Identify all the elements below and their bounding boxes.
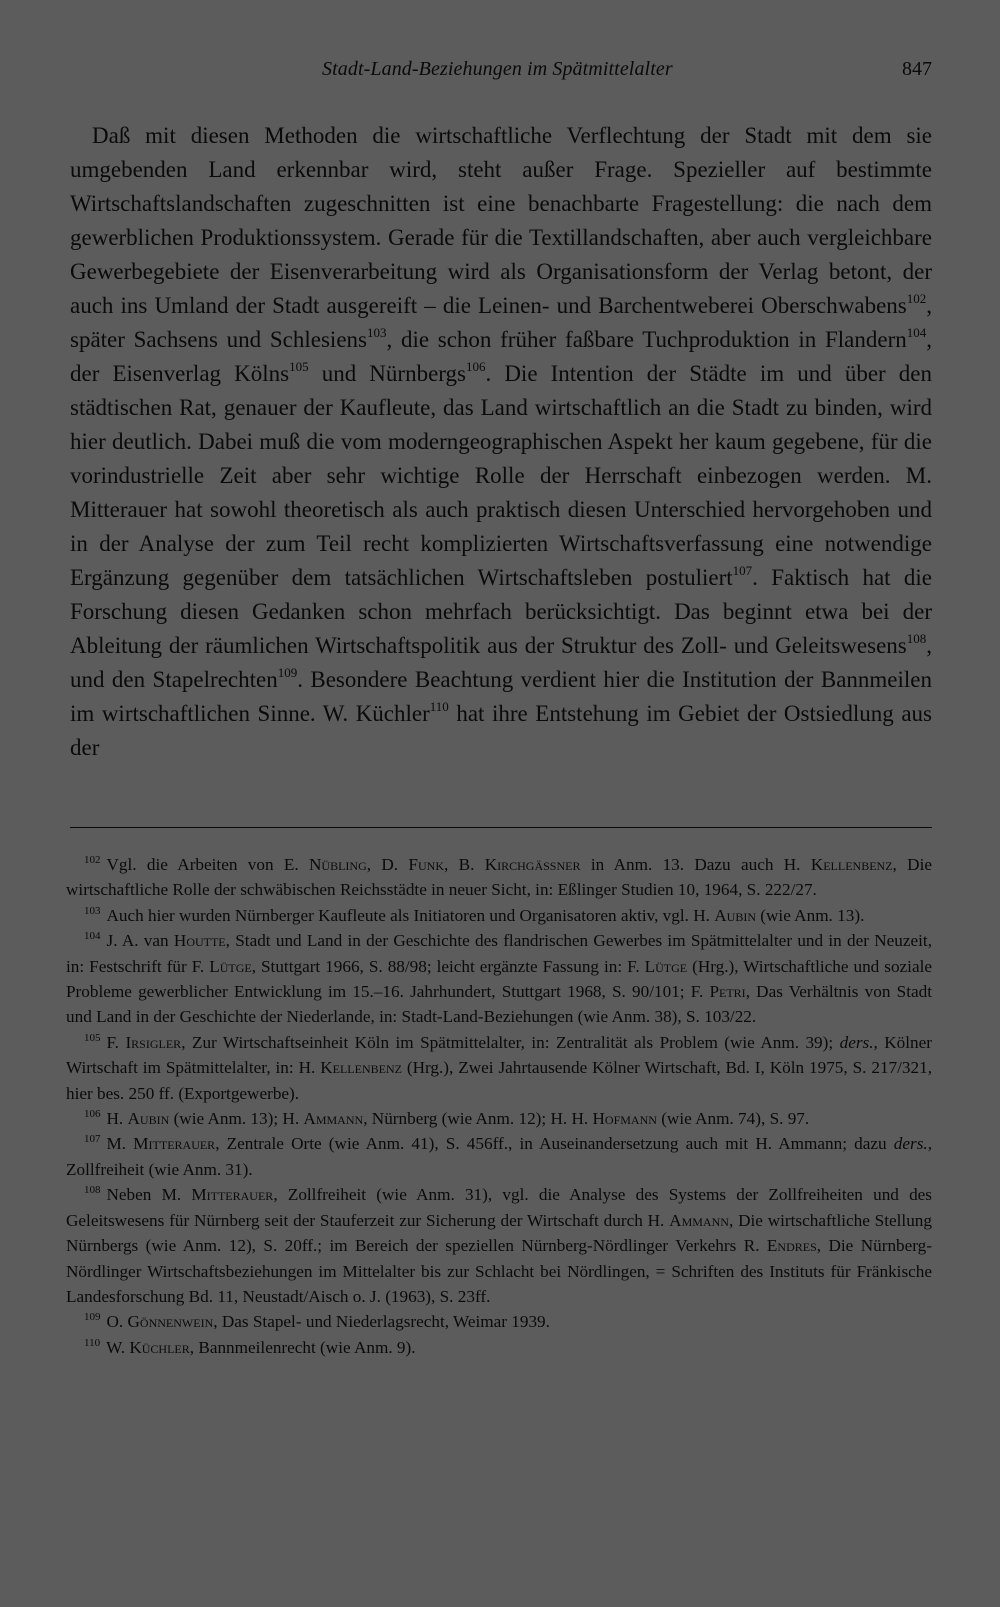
footnote-107 (66, 1131, 932, 1182)
author-name: Houtte (173, 931, 226, 951)
footnote-number: 108 (84, 1184, 101, 1197)
body-paragraph (70, 119, 932, 765)
footnote-ref-108[interactable]: 108 (906, 631, 927, 646)
footnote-text: , Die wirtschaftliche Stellung Nürnbergs (wie Anm. 12), S. 20ff.; im Bereich der speziellen Nürnberg-Nördlinger Verkehrs R. (66, 1210, 932, 1256)
footnote-text: , Die wirtschaftliche Rolle der schwäbischen Reichsstädte in neuer Sicht, in: Eßlinger Studien 10, 1964, S. 222/27. (66, 855, 932, 900)
footnote-text: ders. (893, 1134, 928, 1154)
footnote-text: , Zollfreiheit (wie Anm. 31). (66, 1134, 932, 1179)
footnote-text: , Zur Wirtschaftseinheit Köln im Spätmittelalter, in: Zentralität als Problem (wie Anm. 39); (181, 1032, 840, 1052)
footnote-number: 102 (84, 854, 101, 866)
footnote-number: 109 (84, 1311, 101, 1324)
footnote-ref-103[interactable]: 103 (366, 325, 387, 340)
footnote-ref-109[interactable]: 109 (277, 665, 298, 680)
body-text: . Faktisch hat die Forschung diesen Gedanken schon mehrfach berücksichtigt. Das beginnt etwa bei der Ableitung der räumlichen Wirtschaftspolitik aus der Struktur des Zoll- und Geleitswesens (70, 565, 932, 658)
footnote-text: , Zentrale Orte (wie Anm. 41), S. 456ff., in Auseinandersetzung auch mit H. Ammann; dazu (215, 1134, 894, 1154)
author-name: Funk (408, 855, 444, 874)
author-name: Hofmann (592, 1109, 657, 1129)
footnote-108 (66, 1182, 932, 1309)
footnote-text: , Bannmeilenrecht (wie Anm. 9). (189, 1337, 416, 1357)
footnote-102 (66, 852, 932, 903)
footnote-text: (wie Anm. 13); H. (169, 1109, 304, 1129)
footnote-text: , Nürnberg (wie Anm. 12); H. H. (363, 1109, 593, 1129)
footnote-ref-104[interactable]: 104 (906, 325, 927, 340)
footnote-text: (wie Anm. 13). (756, 905, 865, 925)
author-name: Kellenbenz (810, 855, 893, 874)
footnote-text: (Hrg.), Wirtschaftliche und soziale Probleme gewerblicher Entwicklung im 15.–16. Jahrhundert, Stuttgart 1968, S. 90/101; F. (66, 956, 932, 1002)
body-text: Daß mit diesen Methoden die wirtschaftliche Verflechtung der Stadt mit dem sie umgebenden Land erkennbar wird, steht außer Frage. Spezieller auf bestimmte Wirtschaftslandschaften zugeschnitten ist eine benachbarte Fragestellung: die nach dem gewerblichen Produktionssystem. Gerade für die Textillandschaften, aber auch vergleichbare Gewerbegebiete der Eisenverarbeitung wird als Organisationsform der Verlag betont, der auch ins Umland der Stadt ausgereift – die Leinen- und Barchentweberei Oberschwabens (70, 123, 932, 318)
footnote-text: H. (106, 1109, 128, 1129)
footnote-text: , Das Verhältnis von Stadt und Land in der Geschichte der Niederlande, in: Stadt-Land-Beziehungen (wie Anm. 38), S. 103/22. (66, 982, 932, 1027)
author-name: Ammann (303, 1109, 364, 1129)
footnote-number: 106 (84, 1108, 101, 1121)
footnote-103 (66, 903, 932, 928)
footnote-text: O. (106, 1312, 128, 1332)
page-number: 847 (902, 58, 932, 80)
footnote-text: , Stuttgart 1966, S. 88/98; leicht ergänzte Fassung in: F. (251, 956, 645, 976)
running-head (0, 58, 1000, 88)
footnote-ref-106[interactable]: 106 (465, 359, 486, 374)
footnote-text: (wie Anm. 74), S. 97. (656, 1109, 810, 1129)
footnote-text: J. A. van (106, 931, 174, 951)
author-name: Lütge (644, 956, 688, 976)
author-name: Endres (766, 1236, 817, 1256)
body-text: , der Eisenverlag Kölns (70, 327, 932, 386)
author-name: Kellenbenz (320, 1058, 402, 1078)
footnote-number: 107 (84, 1133, 101, 1146)
body-text: , später Sachsens und Schlesiens (70, 293, 932, 352)
footnote-105 (66, 1030, 932, 1106)
footnote-106 (66, 1106, 932, 1131)
footnote-number: 104 (84, 930, 101, 943)
footnote-text: , Die Nürnberg-Nördlinger Wirtschaftsbeziehungen im Mittelalter bis zur Schlacht bei Nördlingen, = Schriften des Instituts für Fränkische Landesforschung Bd. 11, Neustadt/Aisch o. J. (1963), S. 23ff. (66, 1236, 932, 1306)
footnote-number: 105 (84, 1031, 101, 1044)
body-text: , die schon früher faßbare Tuchproduktion in Flandern (386, 327, 907, 352)
footnote-text: in Anm. 13. Dazu auch H. (580, 855, 811, 874)
author-name: Gönnenwein (127, 1312, 214, 1332)
author-name: Aubin (127, 1109, 170, 1129)
footnote-text: , B. (443, 855, 485, 874)
footnote-text: ders. (839, 1032, 874, 1052)
footnote-text: , Stadt und Land in der Geschichte des flandrischen Gewerbes im Spätmittelalter und in der Neuzeit, in: Festschrift für F. (66, 931, 932, 976)
footnote-text: M. (106, 1134, 134, 1154)
main-text (70, 119, 932, 765)
author-name: Irsigler (125, 1032, 182, 1052)
footnote-ref-105[interactable]: 105 (289, 359, 309, 374)
footnote-text: Auch hier wurden Nürnberger Kaufleute als Initiatoren und Organisatoren aktiv, vgl. H. (106, 905, 715, 925)
footnote-104 (66, 928, 932, 1030)
author-name: Küchler (129, 1337, 190, 1357)
footnote-number: 103 (84, 904, 101, 917)
author-name: Mitterauer (133, 1134, 216, 1154)
footnote-ref-102[interactable]: 102 (906, 291, 927, 306)
footnote-text: Neben M. (106, 1185, 192, 1205)
author-name: Aubin (714, 905, 756, 925)
body-text: . Besondere Beachtung verdient hier die Institution der Bannmeilen im wirtschaftlichen Sinne. W. Küchler (70, 667, 933, 726)
footnote-text: , D. (366, 855, 409, 874)
footnote-ref-107[interactable]: 107 (732, 563, 753, 578)
body-text: und Nürnbergs (308, 361, 466, 386)
footnotes (66, 852, 932, 1360)
footnote-110 (66, 1335, 932, 1360)
author-name: Mitterauer (191, 1185, 274, 1205)
body-text: , und den Stapelrechten (70, 633, 932, 692)
footnote-text: W. (106, 1337, 130, 1357)
footnote-109 (66, 1309, 932, 1334)
footnote-ref-110[interactable]: 110 (429, 699, 449, 714)
author-name: Nübling (309, 855, 367, 874)
running-head-title: Stadt-Land-Beziehungen im Spätmittelalter (322, 58, 673, 80)
footnote-number: 110 (84, 1336, 101, 1349)
footnote-text: F. (106, 1032, 126, 1052)
body-text: hat ihre Entstehung im Gebiet der Ostsiedlung aus der (70, 701, 932, 760)
author-name: Kirchgässner (484, 855, 581, 874)
footnote-text: , Zollfreiheit (wie Anm. 31), vgl. die Analyse des Systems der Zollfreiheiten und des Geleitswesens für Nürnberg seit der Stauferzeit zur Sicherung der Wirtschaft durch H. (66, 1185, 932, 1230)
footnote-separator (70, 827, 932, 828)
author-name: Petri (709, 982, 746, 1002)
footnote-text: , Das Stapel- und Niederlagsrecht, Weimar 1939. (213, 1312, 550, 1332)
footnote-text: Vgl. die Arbeiten von E. (106, 855, 309, 874)
footnote-text: (Hrg.), Zwei Jahrtausende Kölner Wirtschaft, Bd. I, Köln 1975, S. 217/321, hier bes. 250 ff. (Exportgewerbe). (66, 1058, 933, 1103)
author-name: Ammann (669, 1210, 729, 1230)
body-text: . Die Intention der Städte im und über den städtischen Rat, genauer der Kaufleute, das Land wirtschaftlich an die Stadt zu binden, wird hier deutlich. Dabei muß die vom moderngeographischen Aspekt her kaum gegebene, für die vorindustrielle Zeit aber sehr wichtige Rolle der Herrschaft einbezogen werden. M. Mitterauer hat sowohl theoretisch als auch praktisch diesen Unterschied hervorgehoben und in der Analyse der zum Teil recht komplizierten Wirtschaftsverfassung eine notwendige Ergänzung gegenüber dem tatsächlichen Wirtschaftsleben postuliert (70, 361, 932, 590)
footnote-text: , Kölner Wirtschaft im Spätmittelalter, in: H. (66, 1032, 933, 1078)
author-name: Lütge (209, 956, 252, 976)
